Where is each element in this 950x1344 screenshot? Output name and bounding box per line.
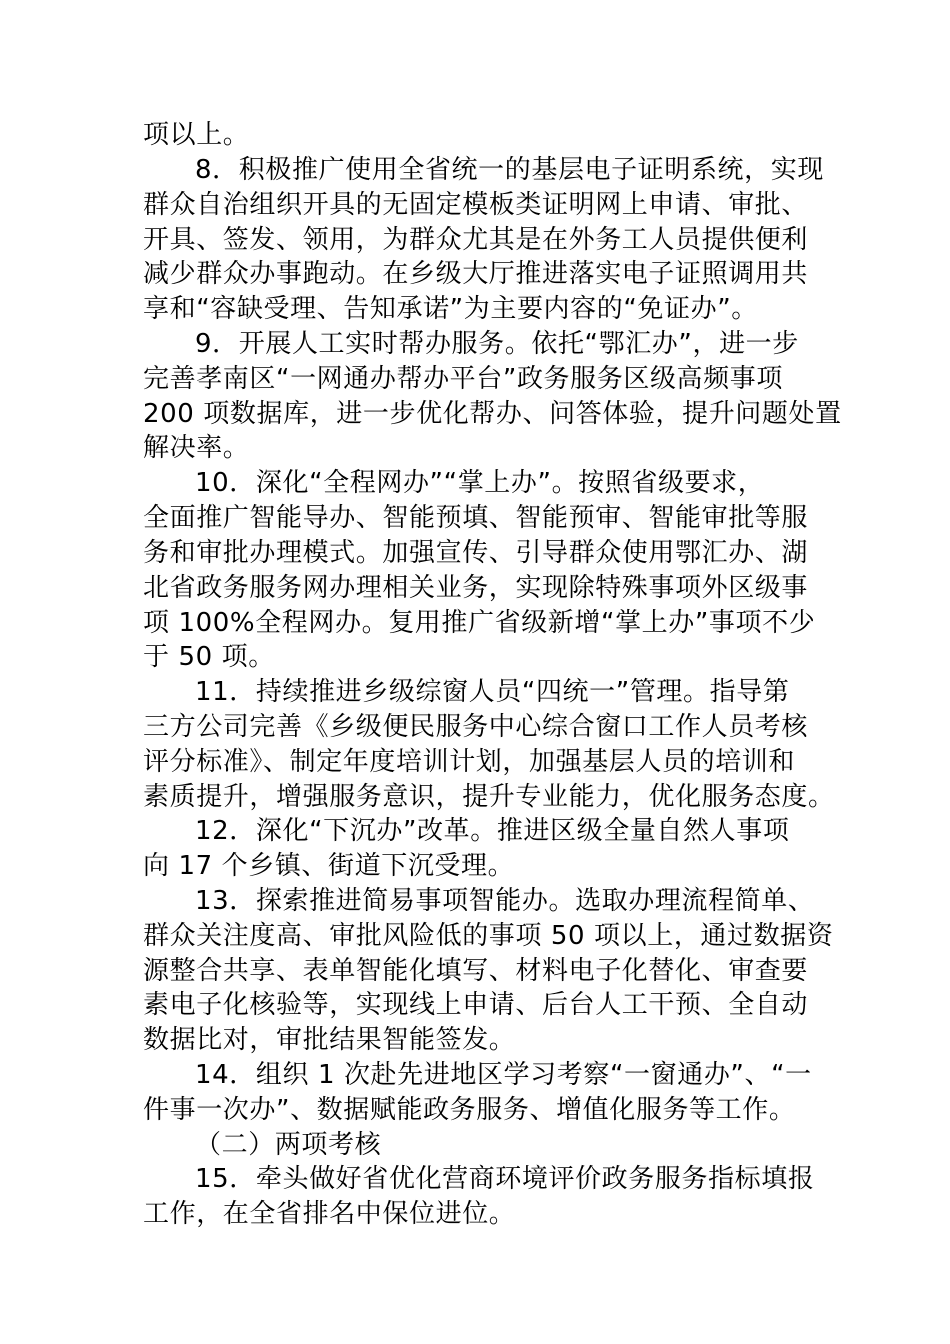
paragraph-line: 工作，在全省排名中保位进位。 bbox=[143, 1199, 516, 1229]
paragraph-line: 12．深化“下沉办”改革。推进区级全量自然人事项 bbox=[195, 816, 790, 846]
paragraph-line: 项 100%全程网办。复用推广省级新增“掌上办”事项不少 bbox=[143, 608, 816, 638]
paragraph-line: 11．持续推进乡级综窗人员“四统一”管理。指导第 bbox=[195, 677, 790, 707]
paragraph-line: 10．深化“全程网办”“掌上办”。按照省级要求， bbox=[195, 468, 765, 498]
paragraph-line: 13．探索推进简易事项智能办。选取办理流程简单、 bbox=[195, 886, 815, 916]
paragraph-line: 件事一次办”、数据赋能政务服务、增值化服务等工作。 bbox=[143, 1095, 796, 1125]
paragraph-line: 完善孝南区“一网通办帮办平台”政务服务区级高频事项 bbox=[143, 364, 783, 394]
paragraph-line: 于 50 项。 bbox=[143, 642, 275, 672]
paragraph-line: 14．组织 1 次赴先进地区学习考察“一窗通办”、“一 bbox=[195, 1060, 812, 1090]
paragraph-line: 200 项数据库，进一步优化帮办、问答体验，提升问题处置 bbox=[143, 399, 842, 429]
paragraph-line: 项以上。 bbox=[143, 120, 250, 150]
paragraph-line: 北省政务服务网办理相关业务，实现除特殊事项外区级事 bbox=[143, 573, 809, 603]
paragraph-line: 享和“容缺受理、告知承诺”为主要内容的“免证办”。 bbox=[143, 294, 758, 324]
paragraph-line: 素电子化核验等，实现线上申请、后台人工干预、全自动 bbox=[143, 990, 809, 1020]
paragraph-line: 务和审批办理模式。加强宣传、引导群众使用鄂汇办、湖 bbox=[143, 538, 809, 568]
paragraph-line: 群众自治组织开具的无固定模板类证明网上申请、审批、 bbox=[143, 190, 809, 220]
paragraph-line: 8．积极推广使用全省统一的基层电子证明系统，实现 bbox=[195, 155, 824, 185]
paragraph-line: 解决率。 bbox=[143, 433, 250, 463]
paragraph-line: 评分标准》、制定年度培训计划，加强基层人员的培训和 bbox=[143, 747, 796, 777]
paragraph-line: 三方公司完善《乡级便民服务中心综合窗口工作人员考核 bbox=[143, 712, 809, 742]
paragraph-line: 源整合共享、表单智能化填写、材料电子化替化、审查要 bbox=[143, 956, 809, 986]
paragraph-line: 开具、签发、领用，为群众尤其是在外务工人员提供便利 bbox=[143, 225, 809, 255]
paragraph-line: 全面推广智能导办、智能预填、智能预审、智能审批等服 bbox=[143, 503, 809, 533]
paragraph-line: 向 17 个乡镇、街道下沉受理。 bbox=[143, 851, 515, 881]
section-heading: （二）两项考核 bbox=[195, 1130, 382, 1160]
paragraph-line: 数据比对，审批结果智能签发。 bbox=[143, 1025, 516, 1055]
paragraph-line: 群众关注度高、审批风险低的事项 50 项以上，通过数据资 bbox=[143, 921, 834, 951]
paragraph-line: 15．牵头做好省优化营商环境评价政务服务指标填报 bbox=[195, 1164, 815, 1194]
paragraph-line: 减少群众办事跑动。在乡级大厅推进落实电子证照调用共 bbox=[143, 259, 809, 289]
paragraph-line: 9．开展人工实时帮办服务。依托“鄂汇办”，进一步 bbox=[195, 329, 799, 359]
paragraph-line: 素质提升，增强服务意识，提升专业能力，优化服务态度。 bbox=[143, 782, 835, 812]
